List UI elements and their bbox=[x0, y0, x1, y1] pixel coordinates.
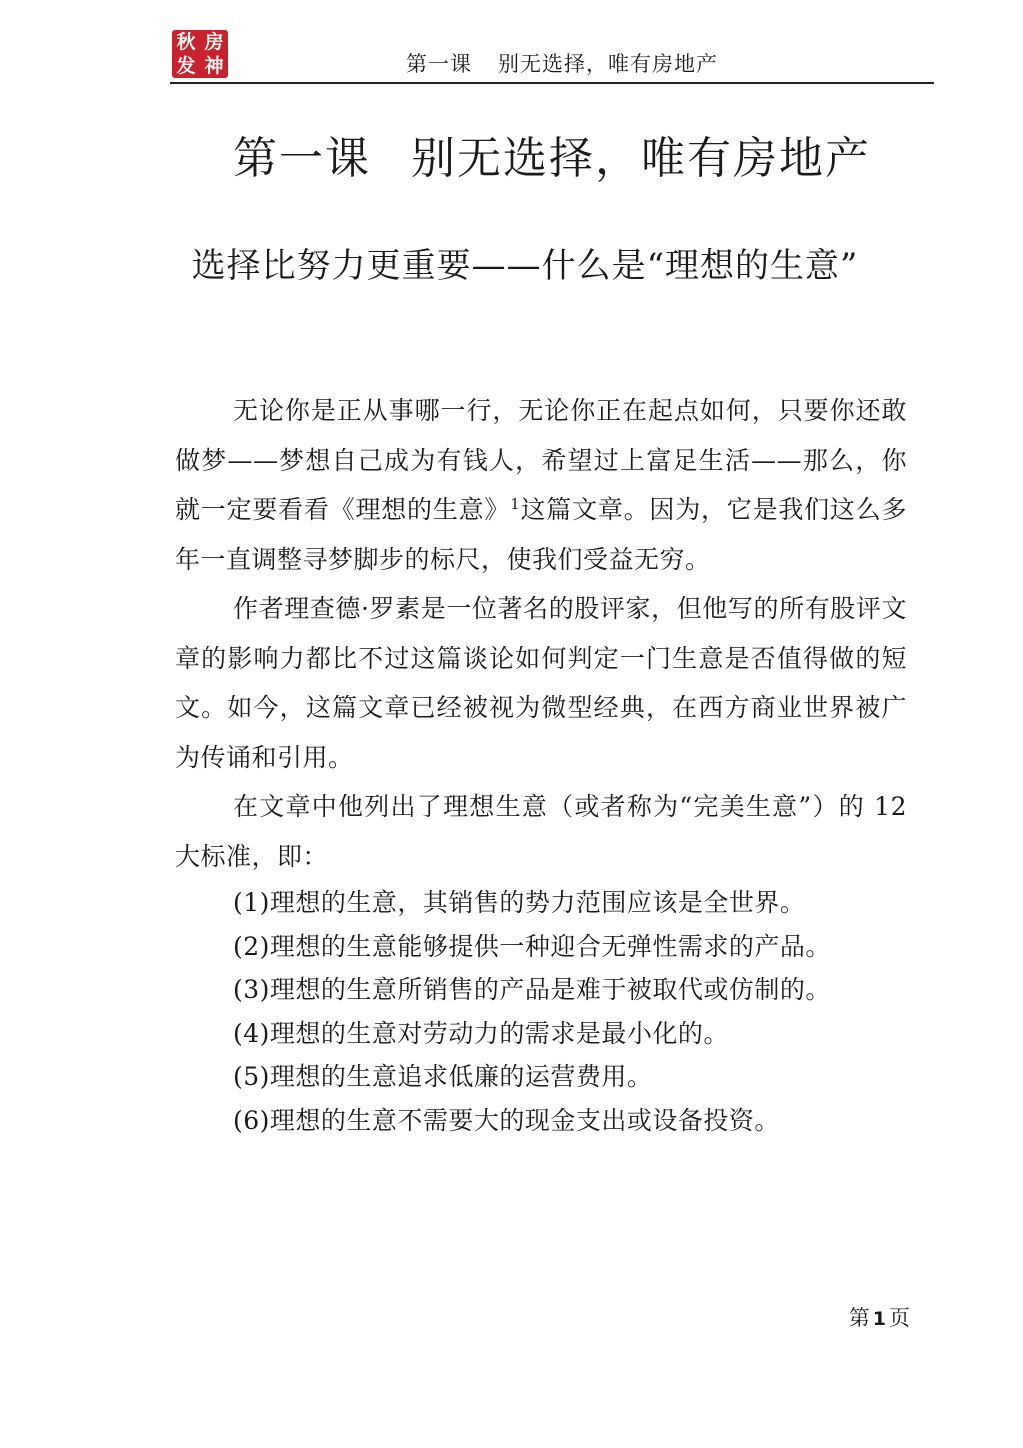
criteria-list bbox=[175, 881, 907, 1142]
list-item: (3)理想的生意所销售的产品是难于被取代或仿制的。 bbox=[233, 975, 831, 1004]
paragraph-2: 作者理查德·罗素是一位著名的股评家，但他写的所有股评文章的影响力都比不过这篇谈论如何判定一门生意是否值得做的短文。如今，这篇文章已经被视为微型经典，在西方商业世界被广为传诵和引用。 bbox=[175, 594, 907, 772]
logo-char: 房 bbox=[204, 31, 224, 53]
header-lesson-name: 别无选择，唯有房地产 bbox=[498, 52, 718, 76]
paragraph-1-text-b: 这篇文章。因为，它是我们这么多年一直调整寻梦脚步的标尺，使我们受益无穷。 bbox=[175, 495, 907, 574]
header-lesson-label: 第一课 bbox=[406, 52, 472, 76]
paragraph-3: 在文章中他列出了理想生意（或者称为“完美生意”）的 12 大标准，即： bbox=[175, 792, 907, 871]
page-title bbox=[170, 122, 934, 186]
page-prefix: 第 bbox=[848, 1306, 870, 1330]
paragraph-1-text-a: 无论你是正从事哪一行，无论你正在起点如何，只要你还敢做梦——梦想自己成为有钱人，希望过上富足生活——那么，你就一定要看看《理想的生意》 bbox=[175, 396, 907, 524]
page-suffix: 页 bbox=[889, 1306, 910, 1330]
logo-char: 发 bbox=[176, 55, 196, 77]
running-header-title bbox=[170, 48, 934, 78]
list-item: (6)理想的生意不需要大的现金支出或设备投资。 bbox=[233, 1105, 780, 1135]
logo-char: 秋 bbox=[176, 31, 196, 53]
page-number-value: 1 bbox=[872, 1308, 886, 1330]
footnote-marker: 1 bbox=[510, 495, 521, 513]
paragraph-1 bbox=[175, 386, 907, 584]
section-subtitle: 选择比努力更重要——什么是“理想的生意” bbox=[191, 246, 859, 286]
title-lesson-label: 第一课 bbox=[233, 133, 371, 184]
list-item: (5)理想的生意追求低廉的运营费用。 bbox=[233, 1062, 653, 1091]
title-lesson-name: 别无选择，唯有房地产 bbox=[411, 133, 871, 184]
list-item: (4)理想的生意对劳动力的需求是最小化的。 bbox=[233, 1018, 729, 1048]
logo-char: 神 bbox=[204, 55, 224, 77]
body-text bbox=[175, 386, 907, 1142]
page-number bbox=[820, 1302, 910, 1332]
page-header bbox=[170, 26, 934, 84]
list-item: (2)理想的生意能够提供一种迎合无弹性需求的产品。 bbox=[233, 931, 831, 961]
list-item: (1)理想的生意，其销售的势力范围应该是全世界。 bbox=[233, 888, 806, 917]
